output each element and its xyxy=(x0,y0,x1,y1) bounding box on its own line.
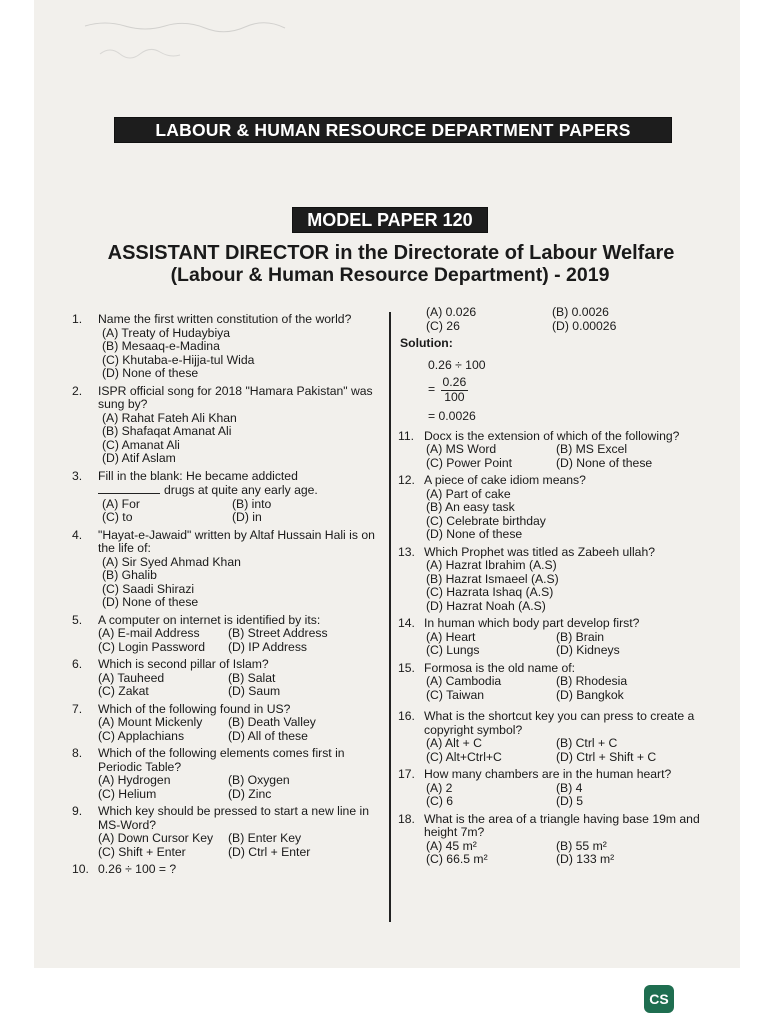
option-a: (A) 0.026 xyxy=(426,305,477,319)
option-c: (C) Saadi Shirazi xyxy=(102,581,195,596)
question-12 xyxy=(398,474,710,542)
question-number: 12. xyxy=(398,473,415,487)
paper-title-line1: ASSISTANT DIRECTOR in the Directorate of Labour Welfare xyxy=(107,242,675,264)
question-number: 7. xyxy=(72,701,83,716)
option-c-marked: (C) to xyxy=(102,510,133,524)
option-c: (C) Hazrata Ishaq (A.S) xyxy=(426,585,554,599)
question-text: Formosa is the old name of: xyxy=(424,660,576,675)
option-a: (A) 45 m² xyxy=(426,838,477,853)
faint-handwriting-marks xyxy=(80,14,340,74)
option-a: (A) Mount Mickenly xyxy=(98,715,203,729)
option-c: (C) Khutaba-e-Hijja-tul Wida xyxy=(102,352,255,367)
question-number: 4. xyxy=(72,527,83,542)
question-text: Which of the following elements comes first in Periodic Table? xyxy=(98,746,345,774)
question-number: 13. xyxy=(398,544,415,559)
question-text: Which is second pillar of Islam? xyxy=(98,657,269,671)
camscanner-logo: CS xyxy=(644,985,674,1013)
solution-line1: 0.26 ÷ 100 xyxy=(428,357,486,372)
question-number: 16. xyxy=(398,709,415,723)
question-15 xyxy=(398,662,710,703)
question-2 xyxy=(72,385,378,466)
option-d: (D) 0.00026 xyxy=(552,318,617,333)
question-17 xyxy=(398,768,710,809)
question-number: 18. xyxy=(398,811,415,826)
option-b: (B) 55 m² xyxy=(556,838,607,853)
paper-title-line2: (Labour & Human Resource Department) - 2019 xyxy=(170,264,610,286)
option-b: (B) Death Valley xyxy=(228,715,316,729)
option-b-marked: (B) Enter Key xyxy=(228,831,302,845)
question-number: 8. xyxy=(72,746,83,760)
question-number: 2. xyxy=(72,383,83,398)
right-column xyxy=(398,306,710,871)
option-c: (C) Helium xyxy=(98,786,157,801)
option-a: (A) Cambodia xyxy=(426,674,502,688)
question-text-cont: drugs at quite any early age. xyxy=(164,483,318,497)
option-c: (C) 26 xyxy=(426,318,460,333)
question-number: 5. xyxy=(72,612,83,627)
question-4 xyxy=(72,529,378,610)
question-1 xyxy=(72,313,378,381)
question-11 xyxy=(398,430,710,471)
denominator: 100 xyxy=(444,389,465,404)
option-a: (A) Rahat Fateh Ali Khan xyxy=(102,410,237,425)
question-9 xyxy=(72,805,378,859)
equals-sign: = xyxy=(428,382,436,397)
question-text: 0.26 ÷ 100 = ? xyxy=(98,862,177,876)
option-b: (B) Rhodesia xyxy=(556,674,628,688)
question-18 xyxy=(398,813,710,867)
question-number: 10. xyxy=(72,862,89,876)
question-3 xyxy=(72,470,378,525)
option-d: (D) Atif Aslam xyxy=(102,451,176,465)
option-d: (D) Zinc xyxy=(228,786,272,801)
question-number: 15. xyxy=(398,660,415,675)
question-16 xyxy=(398,710,710,764)
question-number: 14. xyxy=(398,616,415,630)
solution-fraction xyxy=(428,376,710,404)
option-a: (A) Hazrat Ibrahim (A.S) xyxy=(426,558,557,572)
option-b: (B) Ctrl + C xyxy=(556,736,618,750)
numerator: 0.26 xyxy=(442,375,467,389)
option-a: (A) Alt + C xyxy=(426,736,482,750)
question-text: What is the area of a triangle having base 19m and height 7m? xyxy=(424,811,700,839)
option-a-marked: (A) Heart xyxy=(426,629,476,644)
question-text: Which Prophet was titled as Zabeeh ullah? xyxy=(424,544,656,559)
option-a-marked: (A) Hydrogen xyxy=(98,773,171,787)
model-paper-label: MODEL PAPER 120 xyxy=(292,207,488,233)
question-text: Which of the following found in US? xyxy=(98,701,291,716)
question-10-options xyxy=(398,306,710,333)
option-a-marked: (A) MS Word xyxy=(426,442,497,456)
question-text: ISPR official song for 2018 "Hamara Pakistan" was sung by? xyxy=(98,383,373,411)
question-number: 1. xyxy=(72,312,83,326)
column-divider xyxy=(389,312,391,922)
option-b-marked: (B) Shafaqat Amanat Ali xyxy=(102,424,232,438)
option-b-marked: (B) 4 xyxy=(556,780,583,795)
option-c-marked: (C) 66.5 m² xyxy=(426,852,488,866)
option-d: (D) 133 m² xyxy=(556,852,615,866)
question-6 xyxy=(72,658,378,699)
question-text: Fill in the blank: He became addicted xyxy=(98,468,298,483)
solution-result: = 0.0026 xyxy=(428,409,476,423)
option-d: (D) Kidneys xyxy=(556,643,620,657)
question-number: 6. xyxy=(72,657,83,671)
option-b-marked: (B) 0.0026 xyxy=(552,305,609,319)
question-10 xyxy=(72,863,378,877)
solution-label: Solution: xyxy=(400,336,453,350)
question-13 xyxy=(398,546,710,614)
option-b: (B) into xyxy=(232,496,272,511)
question-number: 9. xyxy=(72,804,83,818)
question-text: Which key should be pressed to start a new line in MS-Word? xyxy=(98,804,369,832)
option-c: (C) 6 xyxy=(426,794,454,808)
solution-block xyxy=(400,337,710,424)
question-text: What is the shortcut key you can press to create a copyright symbol? xyxy=(424,709,695,737)
option-b-marked: (B) Hazrat Ismaeel (A.S) xyxy=(426,571,559,586)
option-a: (A) For xyxy=(102,496,140,511)
question-text: In human which body part develop first? xyxy=(424,616,640,630)
option-b: (B) Street Address xyxy=(228,626,328,640)
question-text: Docx is the extension of which of the following? xyxy=(424,428,680,443)
option-d: (D) Ctrl + Shift + C xyxy=(556,749,657,764)
option-d: (D) Hazrat Noah (A.S) xyxy=(426,598,546,613)
option-c: (C) Zakat xyxy=(98,684,149,698)
option-b: (B) Ghalib xyxy=(102,568,157,582)
option-a: (A) E-mail Address xyxy=(98,626,200,640)
option-a: (A) Part of cake xyxy=(426,486,511,501)
option-d: (D) None of these xyxy=(556,455,653,470)
question-5 xyxy=(72,614,378,655)
question-text: How many chambers are in the human heart? xyxy=(424,767,672,781)
department-banner: LABOUR & HUMAN RESOURCE DEPARTMENT PAPERS xyxy=(114,117,672,143)
question-number: 3. xyxy=(72,468,83,483)
option-b-marked: (B) An easy task xyxy=(426,500,515,514)
question-text: A piece of cake idiom means? xyxy=(424,473,586,487)
option-c: (C) Power Point xyxy=(426,455,513,470)
option-d: (D) 5 xyxy=(556,794,584,808)
fill-blank-line xyxy=(98,483,160,494)
option-b-marked: (B) Mesaaq-e-Madina xyxy=(102,339,220,353)
left-column xyxy=(72,313,378,881)
option-c: (C) Amanat Ali xyxy=(102,437,180,452)
question-8 xyxy=(72,747,378,801)
question-number: 11. xyxy=(398,428,415,443)
option-d: (D) Ctrl + Enter xyxy=(228,844,311,859)
option-b: (B) MS Excel xyxy=(556,442,628,456)
option-a-marked: (A) Sir Syed Ahmad Khan xyxy=(102,554,241,569)
option-d: (D) None of these xyxy=(102,595,199,609)
option-d: (D) in xyxy=(232,510,262,524)
option-a: (A) 2 xyxy=(426,780,453,795)
option-a: (A) Treaty of Hudaybiya xyxy=(102,325,231,340)
question-text: "Hayat-e-Jawaid" written by Altaf Hussain Hali is on the life of: xyxy=(98,527,375,555)
question-7 xyxy=(72,703,378,744)
option-d: (D) None of these xyxy=(102,366,199,380)
option-c: (C) Lungs xyxy=(426,643,480,657)
option-c-marked: (C) Taiwan xyxy=(426,687,485,702)
question-number: 17. xyxy=(398,767,415,781)
option-d-marked: (D) IP Address xyxy=(228,639,308,654)
option-b: (B) Brain xyxy=(556,629,605,644)
question-text: Name the first written constitution of the world? xyxy=(98,312,352,326)
option-b-marked: (B) Salat xyxy=(228,670,276,685)
question-14 xyxy=(398,617,710,658)
option-d-marked: (D) All of these xyxy=(228,728,308,743)
option-c: (C) Login Password xyxy=(98,639,206,654)
option-c: (C) Applachians xyxy=(98,728,185,743)
option-a: (A) Down Cursor Key xyxy=(98,831,214,845)
option-c: (C) Celebrate birthday xyxy=(426,513,546,528)
option-c-marked: (C) Alt+Ctrl+C xyxy=(426,749,502,764)
option-b: (B) Oxygen xyxy=(228,773,290,787)
question-text: A computer on internet is identified by its: xyxy=(98,612,321,627)
option-d: (D) Saum xyxy=(228,684,281,698)
option-d: (D) None of these xyxy=(426,527,523,541)
option-a: (A) Tauheed xyxy=(98,670,165,685)
option-c: (C) Shift + Enter xyxy=(98,844,186,859)
option-d: (D) Bangkok xyxy=(556,687,624,702)
